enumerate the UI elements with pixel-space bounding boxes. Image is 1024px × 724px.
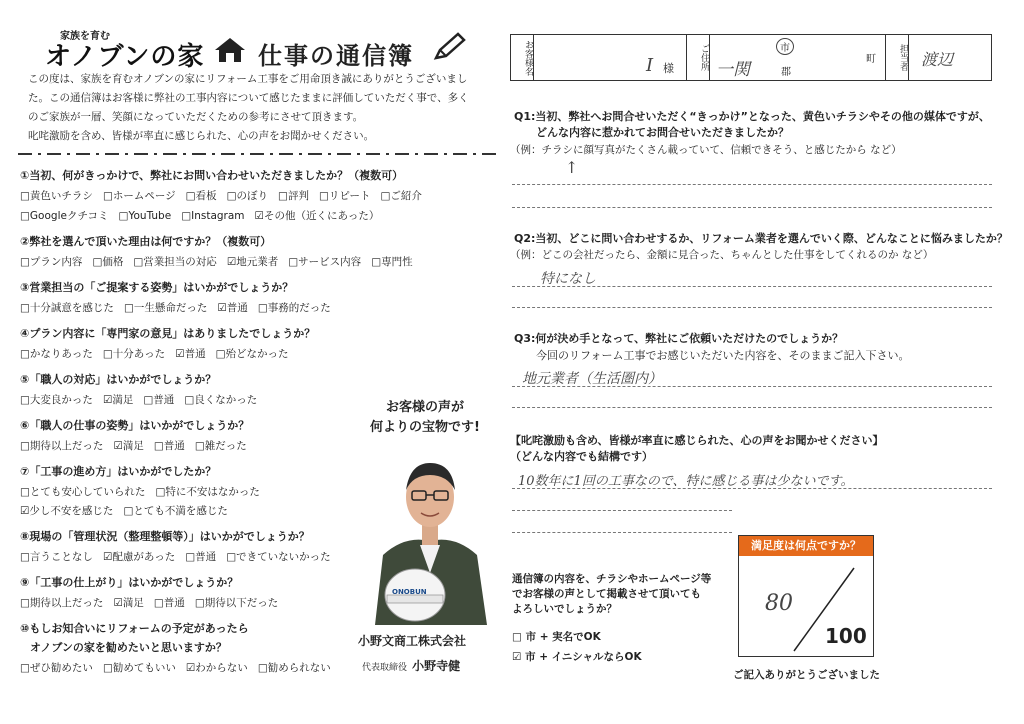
checkbox-option[interactable]: ☑満足 <box>113 440 144 452</box>
checkbox-option[interactable]: □営業担当の対応 <box>133 256 217 268</box>
checkbox-option[interactable]: □勧めてもいい <box>102 662 176 674</box>
checkbox-option[interactable]: □のぼり <box>226 190 269 202</box>
publish-option-realname[interactable]: □ 市 + 実名でOK <box>512 631 601 643</box>
right-question-2: Q2:当初、どこに問い合わせするか、リフォーム業者を選んでいく際、どんなことに悩みましたか？ <box>514 232 1008 245</box>
customer-name-label: お客様名 <box>511 35 534 80</box>
checkbox-option[interactable]: □Googleクチコミ <box>20 210 109 222</box>
checkbox-option[interactable]: □価格 <box>92 256 124 268</box>
options-row <box>20 439 422 453</box>
right-question-1: Q1:当初、弊社へお問合せいただく“きっかけ”となった、黄色いチラシやその他の媒体ですが、 <box>514 110 990 123</box>
question-10: ⑩もしお知合いにリフォームの予定があったら <box>20 622 249 635</box>
options-row <box>20 347 422 361</box>
question-1: ①当初、何がきっかけで、弊社にお問い合わせいただきましたか？（複数可） <box>20 169 404 182</box>
voice-title: 【叱咤激励も含め、皆様が率直に感じられた、心の声をお聞かせください】 <box>510 434 884 447</box>
checkbox-option[interactable]: □とても安心していられた <box>20 486 146 498</box>
checkbox-option[interactable]: □十分誠意を感じた <box>20 302 114 314</box>
checkbox-option[interactable]: □ご紹介 <box>380 190 422 202</box>
right-question-2-example: （例：どこの会社だったら、金額に見合った、ちゃんとした仕事をしてくれるのか など） <box>510 249 934 261</box>
house-icon <box>213 36 247 64</box>
brand-tagline: 家族を育む <box>60 31 110 42</box>
checkbox-option[interactable]: □ホームページ <box>102 190 176 202</box>
right-question-3-line2: 今回のリフォーム工事でお感じいただいた内容を、そのままご記入下さい。 <box>536 349 910 362</box>
answer-line <box>512 207 992 208</box>
checkbox-option[interactable]: ☑その他（近くにあった） <box>254 210 380 222</box>
checkbox-option[interactable]: ☑普通 <box>175 348 206 360</box>
right-question-1-line2: どんな内容に惹かれてお問合せいただきましたか？ <box>536 126 789 139</box>
checkbox-option[interactable]: □できていないかった <box>226 551 331 563</box>
checkbox-option[interactable]: □大変良かった <box>20 394 93 406</box>
promo-bubble: お客様の声が 何よりの宝物です! <box>370 400 480 435</box>
publish-consent-text: 通信簿の内容を、チラシやホームページ等 でお客様の声として掲載させて頂いても よろしいでしょうか？ <box>512 573 712 615</box>
publish-option-initials[interactable]: ☑ 市 + イニシャルならOK <box>512 651 642 663</box>
question-10-line2: オノブンの家を勧めたいと思いますか？ <box>30 641 227 654</box>
checkbox-option[interactable]: □とても不満を感じた <box>123 505 228 517</box>
answer-line <box>512 488 992 489</box>
options-row <box>20 189 422 203</box>
checkbox-option[interactable]: □黄色いチラシ <box>20 190 93 202</box>
intro-text: この度は、家族を育むオノブンの家にリフォーム工事をご用命頂き誠にありがとうございまし た。この通信簿はお客様に弊社の工事内容について感じたままに評価していただく事で、多く のご家族が一層、笑顔になっていただくための参考にさせて頂きます。 叱咤激励を含め、皆様が率直に感じられた、心の声をお聞かせください。 <box>28 73 469 142</box>
checkbox-option[interactable]: □Instagram <box>181 210 245 222</box>
page-title: 仕事の通信簿 <box>258 42 414 70</box>
checkbox-option[interactable]: □サービス内容 <box>288 256 362 268</box>
voice-answer[interactable]: 10数年に1回の工事なので、特に感じる事は少ないです。 <box>518 474 854 489</box>
company-name: 小野文商工株式会社 <box>358 634 467 648</box>
staff-value[interactable]: 渡辺 <box>921 50 954 69</box>
checkbox-option[interactable]: ☑少し不安を感じた <box>20 505 114 517</box>
question-2: ②弊社を選んで頂いた理由は何ですか？（複数可） <box>20 235 272 248</box>
question-6: ⑥「職人の仕事の姿勢」はいかがでしょうか？ <box>20 419 250 432</box>
checkbox-option[interactable]: □看板 <box>185 190 217 202</box>
satisfaction-max: 100 <box>825 624 867 648</box>
customer-name-suffix: 様 <box>663 62 674 75</box>
checkbox-option[interactable]: □殆どなかった <box>215 348 289 360</box>
checkbox-option[interactable]: □普通 <box>153 597 185 609</box>
right-question-1-example: （例：チラシに顔写真がたくさん載っていて、信頼できそう、と感じたから など） <box>510 144 902 156</box>
checkbox-option[interactable]: □リピート <box>318 190 371 202</box>
question-3: ③営業担当の「ご提案する姿勢」はいかがでしょうか？ <box>20 281 294 294</box>
satisfaction-box <box>738 535 874 657</box>
answer-1[interactable]: ↑ <box>565 158 579 177</box>
answer-line <box>512 510 732 511</box>
question-7: ⑦「工事の進め方」はいかがでしたか？ <box>20 465 217 478</box>
options-row <box>20 550 422 564</box>
decorative-divider <box>18 148 498 160</box>
address-value[interactable]: 一関 <box>716 60 750 80</box>
satisfaction-label: 満足度は何点ですか？ <box>739 536 873 556</box>
satisfaction-score[interactable]: 80 <box>765 591 793 616</box>
checkbox-option[interactable]: ☑満足 <box>102 394 134 406</box>
customer-name-value[interactable]: I <box>646 55 654 76</box>
checkbox-option[interactable]: □事務的だった <box>257 302 331 314</box>
answer-3[interactable]: 地元業者（生活圏内） <box>522 371 662 387</box>
question-5: ⑤「職人の対応」はいかがでしょうか？ <box>20 373 217 386</box>
representative: 代表取締役 小野寺健 <box>362 659 461 673</box>
options-row <box>20 504 422 518</box>
pen-icon <box>432 32 466 62</box>
options-row <box>20 596 422 610</box>
city-label: 市 <box>776 38 794 55</box>
checkbox-option[interactable]: □期待以下だった <box>194 597 279 609</box>
options-row <box>20 485 422 499</box>
voice-subtitle: （どんな内容でも結構です） <box>510 450 653 463</box>
checkbox-option[interactable]: ☑配慮があった <box>102 551 176 563</box>
checkbox-option[interactable]: □十分あった <box>102 348 166 360</box>
checkbox-option[interactable]: ☑地元業者 <box>226 256 279 268</box>
staff-label: 担当者 <box>885 35 909 80</box>
checkbox-option[interactable]: □特に不安はなかった <box>155 486 260 498</box>
checkbox-option[interactable]: □YouTube <box>118 210 172 222</box>
checkbox-option[interactable]: □評判 <box>278 190 309 202</box>
checkbox-option[interactable]: □普通 <box>153 440 185 452</box>
checkbox-option[interactable]: ☑普通 <box>217 302 248 314</box>
checkbox-option[interactable]: ☑わからない <box>185 662 248 674</box>
checkbox-option[interactable]: □普通 <box>185 551 217 563</box>
question-8: ⑧現場の「管理状況（整理整頓等）」はいかがでしょうか？ <box>20 530 310 543</box>
checkbox-option[interactable]: □雑だった <box>194 440 247 452</box>
checkbox-option[interactable]: □勧められない <box>257 662 331 674</box>
town-label: 町 <box>866 54 876 65</box>
right-question-3: Q3:何が決め手となって、弊社にご依頼いただけたのでしょうか？ <box>514 332 844 345</box>
checkbox-option[interactable]: □普通 <box>143 394 175 406</box>
answer-line <box>512 407 992 408</box>
options-row <box>20 301 422 315</box>
checkbox-option[interactable]: □期待以上だった <box>20 597 104 609</box>
checkbox-option[interactable]: □一生懸命だった <box>123 302 208 314</box>
customer-info-row <box>510 34 992 81</box>
checkbox-option[interactable]: □言うことなし <box>20 551 93 563</box>
checkbox-option[interactable]: ☑満足 <box>113 597 144 609</box>
options-row <box>20 255 422 269</box>
thanks-text: ご記入ありがとうございました <box>733 669 880 681</box>
answer-line <box>512 307 992 308</box>
checkbox-option[interactable]: □良くなかった <box>184 394 258 406</box>
answer-2[interactable]: 特になし <box>540 271 596 287</box>
county-label: 郡 <box>781 67 791 78</box>
staff-photo <box>365 445 495 625</box>
answer-line <box>512 184 992 185</box>
address-label: ご住所 <box>686 35 710 80</box>
brand-logo: オノブンの家 <box>45 42 205 72</box>
question-9: ⑨「工事の仕上がり」はいかがでしょうか？ <box>20 576 239 589</box>
checkbox-option[interactable]: □かなりあった <box>20 348 93 360</box>
checkbox-option[interactable]: □専門性 <box>371 256 413 268</box>
options-row <box>20 209 422 223</box>
checkbox-option[interactable]: □ぜひ勧めたい <box>20 662 93 674</box>
answer-line <box>512 386 992 387</box>
answer-line <box>512 286 992 287</box>
checkbox-option[interactable]: □プラン内容 <box>20 256 83 268</box>
helmet-logo: ONOBUN <box>392 588 427 596</box>
question-4: ④プラン内容に「専門家の意見」はありましたでしょうか？ <box>20 327 316 340</box>
checkbox-option[interactable]: □期待以上だった <box>20 440 104 452</box>
answer-line <box>512 532 732 533</box>
